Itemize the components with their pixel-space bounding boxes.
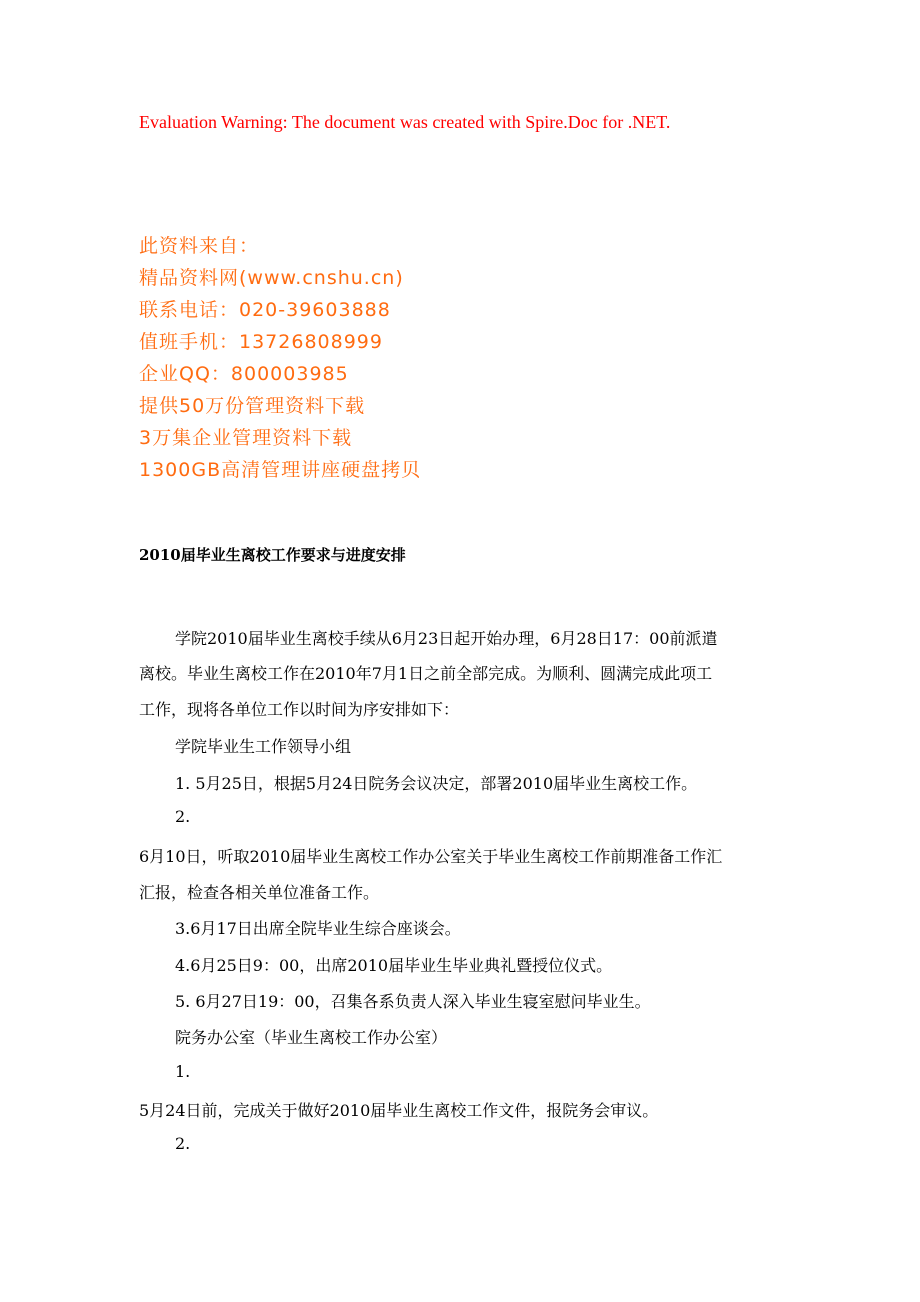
paragraph-line: 工作，现将各单位工作以时间为序安排如下：: [139, 700, 460, 719]
paragraph-line: 5月24日前，完成关于做好2010届毕业生离校工作文件，报院务会审议。: [139, 1101, 659, 1120]
paragraph-line: 学院2010届毕业生离校手续从6月23日起开始办理，6月28日17：00前派遣: [175, 629, 718, 648]
section-heading: 学院毕业生工作领导小组: [175, 737, 352, 756]
list-item: 3.6月17日出席全院毕业生综合座谈会。: [175, 919, 461, 938]
ad-line: 1300GB高清管理讲座硬盘拷贝: [139, 459, 422, 481]
paragraph-line: 离校。毕业生离校工作在2010年7月1日之前全部完成。为顺利、圆满完成此项工: [139, 664, 713, 683]
section-heading: 院务办公室（毕业生离校工作办公室）: [175, 1028, 448, 1047]
ad-line: 企业QQ：800003985: [139, 363, 349, 385]
ad-line: 联系电话：020-39603888: [139, 299, 391, 321]
ad-block: [139, 230, 421, 486]
evaluation-warning: Evaluation Warning: The document was created with Spire.Doc for .NET.: [139, 112, 671, 132]
paragraph-line: 6月10日，听取2010届毕业生离校工作办公室关于毕业生离校工作前期准备工作汇: [139, 847, 723, 866]
list-item: 4.6月25日9：00，出席2010届毕业生毕业典礼暨授位仪式。: [175, 956, 613, 975]
list-item-number: 1.: [175, 1062, 191, 1081]
ad-line: 精品资料网(www.cnshu.cn): [139, 267, 404, 289]
list-item: 1. 5月25日，根据5月24日院务会议决定，部署2010届毕业生离校工作。: [175, 774, 698, 793]
list-item-number: 2.: [175, 1134, 191, 1153]
ad-line: 值班手机：13726808999: [139, 331, 383, 353]
list-item: 5. 6月27日19：00，召集各系负责人深入毕业生寝室慰问毕业生。: [175, 992, 651, 1011]
paragraph-line: 汇报，检查各相关单位准备工作。: [139, 883, 380, 902]
list-item-number: 2.: [175, 807, 191, 826]
ad-line: 3万集企业管理资料下载: [139, 427, 353, 449]
ad-line: 提供50万份管理资料下载: [139, 395, 366, 417]
ad-line: 此资料来自：: [139, 235, 260, 257]
document-title: 2010届毕业生离校工作要求与进度安排: [139, 546, 406, 564]
